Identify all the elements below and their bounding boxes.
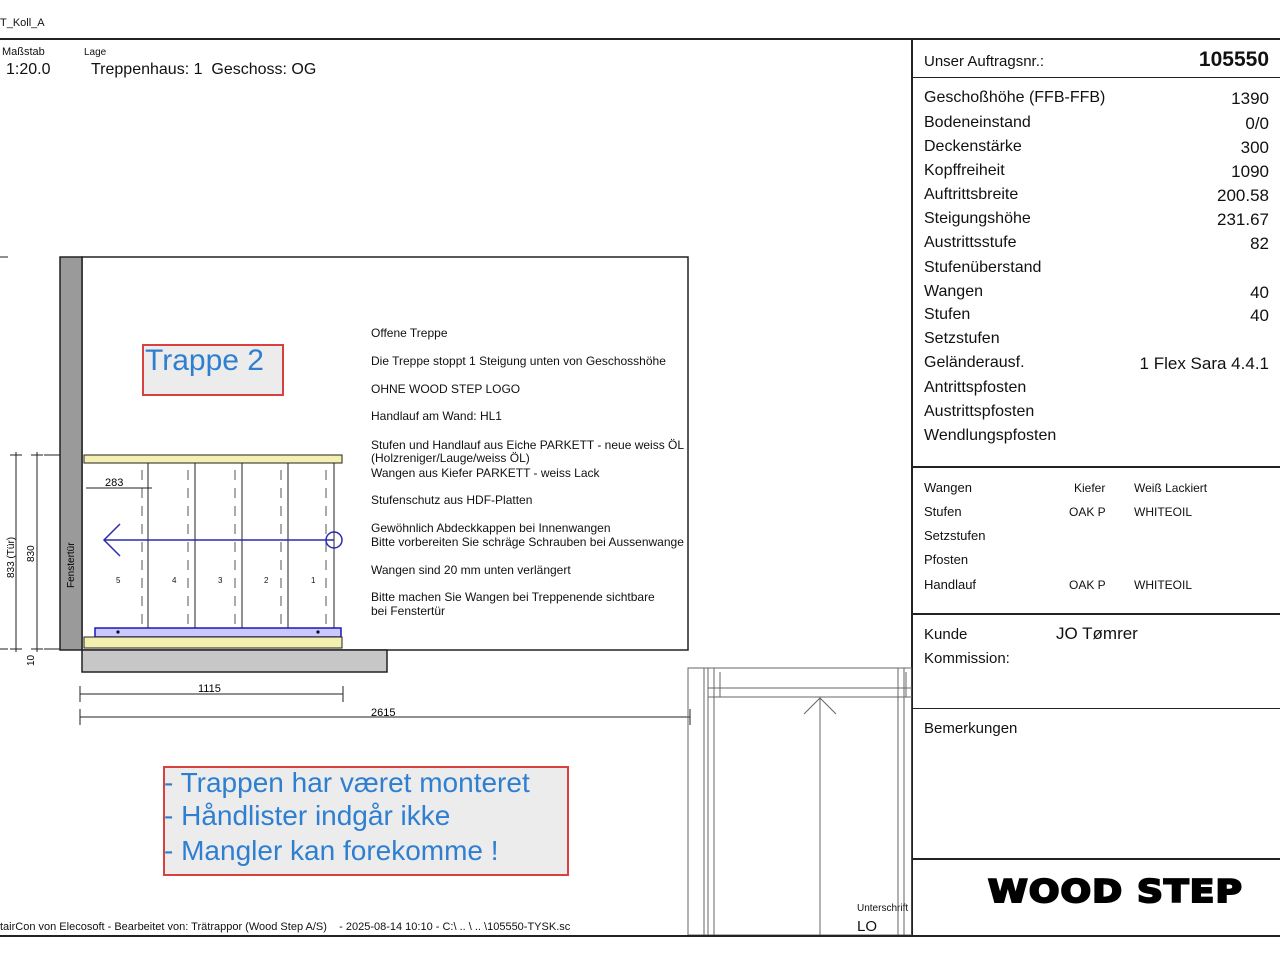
location-value: Treppenhaus: 1 Geschoss: OG <box>91 61 317 78</box>
dim-283: 283 <box>105 477 124 489</box>
panel-sep-2 <box>911 466 1280 468</box>
material-part: Handlauf <box>924 577 977 592</box>
dim-2615: 2615 <box>371 707 396 719</box>
panel-sep-1 <box>911 77 1280 78</box>
param-label: Antrittspfosten <box>924 379 1027 396</box>
step-number: 2 <box>264 576 269 585</box>
note: Wangen aus Kiefer PARKETT - weiss Lack <box>371 466 600 480</box>
param-value: 40 <box>1250 306 1269 325</box>
param-label: Wangen <box>924 283 983 300</box>
note: Die Treppe stoppt 1 Steigung unten von Geschosshöhe <box>371 354 666 368</box>
scale-label: Maßstab <box>2 46 45 58</box>
bottom-plate <box>84 637 342 648</box>
location-label: Lage <box>84 47 107 58</box>
param-label: Auftrittsbreite <box>924 186 1019 203</box>
material-part: Wangen <box>924 480 972 495</box>
upper-stringer <box>84 455 342 463</box>
param-value: 0/0 <box>1245 114 1269 133</box>
dim-830: 830 <box>26 545 37 562</box>
post-marker <box>116 630 119 633</box>
param-label: Stufen <box>924 306 971 323</box>
note: (Holzreniger/Lauge/weiss ÖL) <box>371 451 530 465</box>
param-label: Steigungshöhe <box>924 210 1031 227</box>
note: Wangen sind 20 mm unten verlängert <box>371 563 571 577</box>
step-number: 1 <box>311 576 316 585</box>
param-label: Kopffreiheit <box>924 162 1005 179</box>
software-line: tairCon von Elecosoft - Bearbeitet von: Trätrappor (Wood Step A/S) - 2025-08-14 10:10 - C:\ .. \ .. \105550-TYSK.sc <box>0 921 571 933</box>
param-label: Austrittsstufe <box>924 234 1017 251</box>
material-wood: OAK P <box>1069 578 1106 592</box>
signature-label: Unterschrift <box>857 903 909 914</box>
step-number: 5 <box>116 576 121 585</box>
param-value: 231.67 <box>1217 210 1269 229</box>
dim-833: 833 (Tür) <box>6 536 17 578</box>
note: Stufen und Handlauf aus Eiche PARKETT - neue weiss ÖL <box>371 438 685 452</box>
material-finish: WHITEOIL <box>1134 505 1193 519</box>
param-value: 82 <box>1250 234 1269 253</box>
order-label: Unser Auftragsnr.: <box>924 53 1045 70</box>
panel-sep-3 <box>911 613 1280 615</box>
param-label: Geschoßhöhe (FFB-FFB) <box>924 89 1106 106</box>
signature-value: LO <box>857 918 878 935</box>
param-label: Geländerausf. <box>924 354 1025 371</box>
lower-stringer <box>95 628 341 637</box>
customer-label: Kunde <box>924 626 968 643</box>
post-marker <box>316 630 319 633</box>
dim-1115: 1115 <box>198 683 221 695</box>
bottom-border <box>0 935 1280 937</box>
note: Offene Treppe <box>371 326 448 340</box>
wood-step-logo: WOOD STEP <box>988 874 1243 910</box>
material-wood: Kiefer <box>1074 481 1106 495</box>
order-number: 105550 <box>1198 48 1269 71</box>
param-value: 40 <box>1250 283 1269 302</box>
stair-title: Trappe 2 <box>145 344 264 377</box>
panel-sep-4 <box>911 708 1280 709</box>
step-number: 4 <box>172 576 177 585</box>
customer-value: JO Tømrer <box>1056 624 1138 643</box>
upper-view-frame <box>688 668 912 935</box>
note: Stufenschutz aus HDF-Platten <box>371 493 533 507</box>
material-finish: Weiß Lackiert <box>1134 481 1208 495</box>
panel-sep-5 <box>911 858 1280 860</box>
material-part: Setzstufen <box>924 528 986 543</box>
commission-label: Kommission: <box>924 650 1010 667</box>
param-label: Stufenüberstand <box>924 259 1042 276</box>
note: bei Fenstertür <box>371 604 446 618</box>
param-label: Setzstufen <box>924 330 1000 347</box>
param-value: 1 Flex Sara 4.4.1 <box>1139 354 1269 373</box>
dim-10: 10 <box>26 654 37 666</box>
remark-line: - Mangler kan forekomme ! <box>164 835 499 866</box>
material-wood: OAK P <box>1069 505 1106 519</box>
param-label: Austrittspfosten <box>924 403 1035 420</box>
remark-line: - Håndlister indgår ikke <box>164 800 451 831</box>
wall <box>60 257 82 650</box>
remark-line: - Trappen har været monteret <box>164 767 530 798</box>
material-part: Pfosten <box>924 552 969 567</box>
step-number: 3 <box>218 576 223 585</box>
material-part: Stufen <box>924 504 962 519</box>
note: Bitte machen Sie Wangen bei Treppenende sichtbare <box>371 590 655 604</box>
param-value: 200.58 <box>1217 186 1269 205</box>
param-label: Deckenstärke <box>924 138 1022 155</box>
material-finish: WHITEOIL <box>1134 578 1193 592</box>
param-label: Wendlungspfosten <box>924 427 1057 444</box>
param-value: 300 <box>1240 138 1269 157</box>
window-door-label: Fenstertür <box>66 542 77 588</box>
note: OHNE WOOD STEP LOGO <box>371 382 521 396</box>
scale-value: 1:20.0 <box>6 61 51 78</box>
param-label: Bodeneinstand <box>924 114 1031 131</box>
param-value: 1090 <box>1231 162 1269 181</box>
param-value: 1390 <box>1231 89 1269 108</box>
note: Gewöhnlich Abdeckkappen bei Innenwangen <box>371 521 611 535</box>
note: Bitte vorbereiten Sie schräge Schrauben bei Aussenwange <box>371 535 684 549</box>
remarks-label: Bemerkungen <box>924 720 1018 737</box>
floor-slab <box>82 650 387 672</box>
note: Handlauf am Wand: HL1 <box>371 409 502 423</box>
file-id: T_Koll_A <box>0 17 45 29</box>
